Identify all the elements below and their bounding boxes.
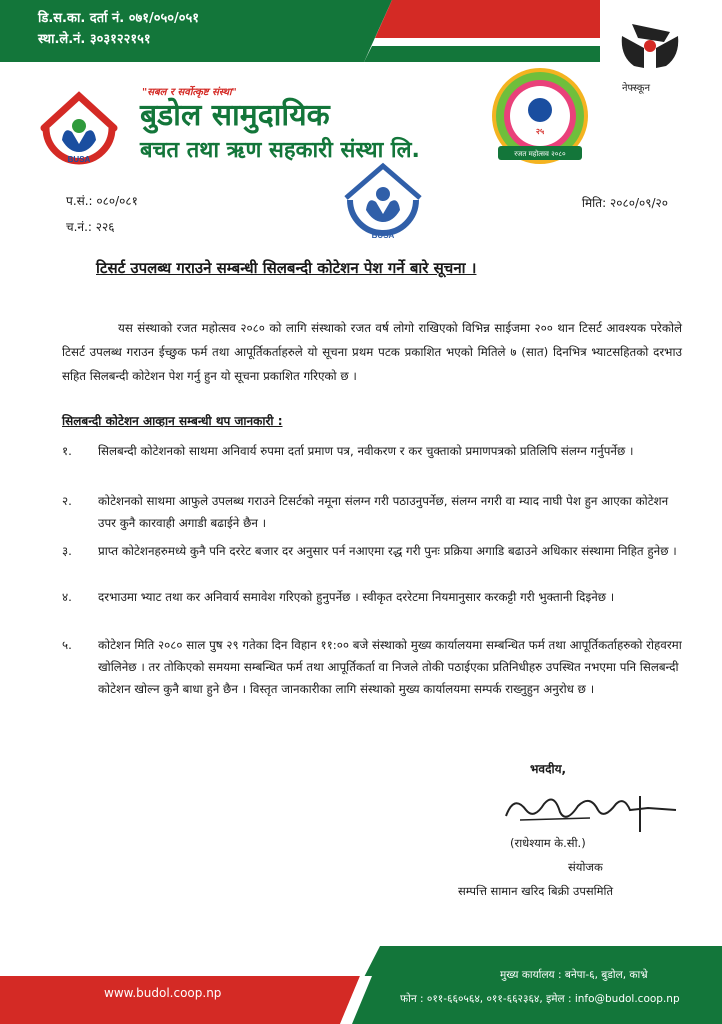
list-item-text: दरभाउमा भ्याट तथा कर अनिवार्य समावेश गरिएको हुनुपर्नेछ । स्वीकृत दररेटमा नियमानुसार करकट्टी गरी भुक्तानी दिइनेछ । (98, 590, 615, 604)
signer-committee: सम्पत्ति सामान खरिद बिक्री उपसमिति (458, 884, 614, 898)
list-item (62, 634, 682, 700)
registration-info (38, 8, 199, 50)
list-item (62, 440, 682, 462)
list-item (62, 540, 682, 562)
list-item-number: ३. (62, 544, 72, 558)
office-address: मुख्य कार्यालय : बनेपा-६, बुडोल, काभ्रे (500, 969, 648, 981)
nefscun-label: नेफ्स्कून (622, 83, 651, 94)
notice-body: यस संस्थाको रजत महोत्सव २०८० को लागि संस्थाको रजत वर्ष लोगो राखिएको विभिन्न साईजमा २०० थान टिसर्ट आवश्यक परेकोले टिसर्ट उपलब्ध गराउन ईच्छुक फर्म तथा आपूर्तिकर्ताहरुले यो सूचना प्रथम पटक प्रकाशित भएको मितिले ७ (सात) दिनभित्र भ्याटसहितको दरभाउ सहित सिलबन्दी कोटेशन पेश गर्नु हुन यो सूचना प्रकाशित गरिएको छ । (62, 321, 682, 383)
list-item (62, 490, 682, 534)
svg-text:२५: २५ (535, 127, 545, 136)
logo-text: BUSA (67, 155, 91, 164)
dispatch-number: च.नं.: २२६ (66, 220, 115, 234)
letter-date: मिति: २०८०/०९/२० (581, 196, 668, 210)
nefscun-logo (614, 16, 686, 72)
contact-info: फोन : ०११-६६०५६४, ०११-६६२३६४, इमेल : info@budol.coop.np (400, 993, 680, 1005)
stamp-logo-text: BUSA (371, 231, 395, 240)
footer-band (0, 946, 722, 1024)
signer-title: संयोजक (568, 860, 603, 874)
list-item (62, 586, 682, 608)
reference-number: प.सं.: ०८०/०८१ (66, 194, 138, 208)
signer-name: (राधेश्याम के.सी.) (510, 836, 586, 850)
website-link[interactable]: www.budol.coop.np (104, 986, 222, 1000)
list-item-text: सिलबन्दी कोटेशनको साथमा अनिवार्य रुपमा दर्ता प्रमाण पत्र, नवीकरण र कर चुक्ताको प्रमाणपत्रको प्रतिलिपि संलग्न गर्नुपर्नेछ । (98, 444, 634, 458)
list-item-text: प्राप्त कोटेशनहरुमध्ये कुनै पनि दररेट बजार दर अनुसार पर्न नआएमा रद्ध गरी पुनः प्रक्रिया अगाडि बढाउने अधिकार संस्थामा निहित हुनेछ । (98, 544, 677, 558)
tagline: "सबल र सर्वोत्कृष्ट संस्था" (142, 87, 237, 98)
list-item-number: ४. (62, 590, 72, 604)
org-name: बुडोल सामुदायिक (140, 98, 330, 133)
list-item-number: १. (62, 444, 72, 458)
emblem-text: रजत महोत्सव २०८० (514, 150, 566, 158)
list-item-text: कोटेशनको साथमा आफुले उपलब्ध गराउने टिसर्टको नमूना संलग्न गरी पठाउनुपर्नेछ, संलग्न नगरी वा म्याद नाघी पेश हुन आएका कोटेशन उपर कुनै कारवाही अगाडी बढाईने छैन । (98, 494, 669, 530)
busa-logo (34, 88, 124, 174)
closing-salutation: भवदीय, (530, 762, 567, 776)
additional-info-heading: सिलबन्दी कोटेशन आव्हान सम्बन्धी थप जानकारी : (62, 414, 283, 428)
busa-stamp-logo (338, 160, 428, 246)
silver-jubilee-emblem (488, 64, 592, 168)
list-item-number: ५. (62, 638, 72, 652)
registration-number: डि.स.का. दर्ता नं. ०७१/०५०/०५१ (38, 11, 200, 26)
list-item-text: कोटेशन मिति २०८० साल पुष २९ गतेका दिन विहान ११:०० बजे संस्थाको मुख्य कार्यालयमा सम्बन्धित फर्म तथा आपूर्तिकर्ताहरुको रोहवरमा खोलिनेछ । तर तोकिएको समयमा सम्बन्धित फर्म तथा आपूर्तिकर्ता वा निजले तोकी पठाईएका प्रतिनिधीहरु उपस्थित नभएमा पनि सिलबन्दी कोटेशन खोल्न कुनै बाधा हुने छैन । विस्तृत जानकारीका लागि संस्थाको मुख्य कार्यालयमा सम्पर्क राख्नुहुन अनुरोध छ । (98, 638, 682, 696)
notice-subject: टिसर्ट उपलब्ध गराउने सम्बन्धी सिलबन्दी कोटेशन पेश गर्ने बारे सूचना । (96, 259, 477, 277)
signature (500, 786, 680, 836)
org-name-subtitle: बचत तथा ऋण सहकारी संस्था लि. (140, 138, 420, 163)
pan-number: स्था.ले.नं. ३०३१२२१५१ (38, 32, 151, 47)
list-item-number: २. (62, 494, 72, 508)
